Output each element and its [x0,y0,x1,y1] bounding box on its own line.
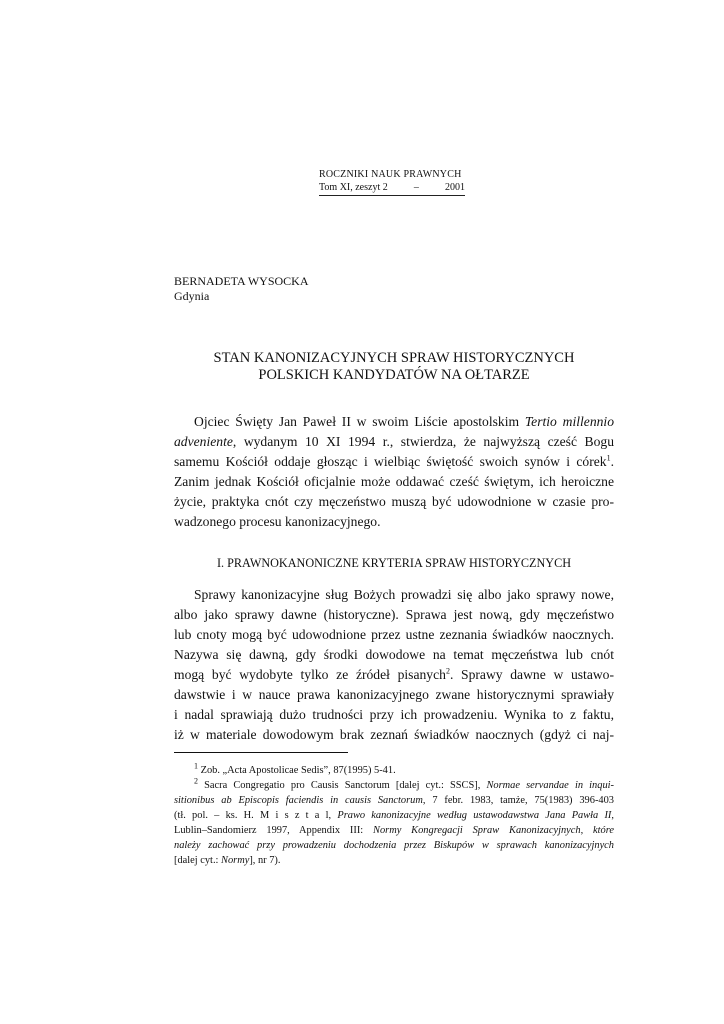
footnote-text: Sacra Congregatio pro Causis Sanctorum [dalej cyt.: SSCS], [198,780,487,791]
footnote-2-line [174,853,614,868]
footnote-text: Zob. „Acta Apostolicae Sedis”, 87(1995) 5-41. [198,765,396,776]
footnote-text: Lublin–Sandomierz 1997, Appendix III: [174,825,374,836]
footnote-2-line [174,823,614,838]
intro-italic: adveniente [174,434,233,449]
title-line-2: POLSKICH KANDYDATÓW NA OŁTARZE [258,367,530,383]
journal-name: ROCZNIKI NAUK PRAWNYCH [319,169,462,180]
intro-paragraph [174,412,614,532]
intro-italic: Tertio millennio [524,414,614,429]
intro-text: samemu Kościół oddaje głosząc i wielbiąc świętość swoich synów i córek [174,454,607,469]
title-line-1: STAN KANONIZACYJNYCH SPRAW HISTORYCZNYCH [213,350,575,366]
author-block [174,274,309,304]
article-title [174,350,614,384]
intro-line: Zanim jednak Kościół oficjalnie może oddawać cześć świętym, ich heroiczne [174,474,614,489]
footnotes [174,763,614,868]
footnote-italic: Normy [221,855,250,866]
footnote-text: , [611,810,615,821]
footnote-2-line [174,778,614,793]
intro-line: wadzonego procesu kanonizacyjnego. [174,514,381,529]
intro-text: , wydanym 10 XI 1994 r., stwierdza, że najwyższą cześć Bogu [232,434,614,449]
section-line: Sprawy kanonizacyjne sług Bożych prowadzi się albo jako sprawy nowe, [194,587,614,602]
footnote-1 [174,763,614,778]
footnote-ref: 1 [606,453,611,463]
author-city: Gdynia [174,289,210,303]
journal-issue [319,181,465,196]
intro-text: . [610,454,614,469]
footnote-italic: Normae servandae in inqui- [486,780,614,791]
footnote-number: 2 [194,776,198,786]
footnote-number: 1 [194,761,198,771]
footnote-2-line [174,808,614,823]
section-line: albo jako sprawy dawne (historyczne). Sprawa jest nową, gdy męczeństwo [174,607,614,622]
issue-year: 2001 [444,182,465,193]
section-line: dawstwie i w nauce prawa kanonizacyjnego zwane historycznymi sprawiały [174,687,614,702]
section-text: mogą być wydobyte tylko ze źródeł pisanych [174,667,446,682]
footnote-ref: 2 [445,666,450,676]
issue-volume: Tom XI, zeszyt 2 [319,182,388,193]
section-text: . Sprawy dawne w ustawo- [449,667,614,682]
footnote-italic: sitionibus ab Episcopis faciendis in causis Sanctorum [174,795,423,806]
author-name: BERNADETA WYSOCKA [174,274,309,288]
section-line: i nadal sprawiają dużo trudności przy ich prowadzeniu. Wynika to z faktu, [174,707,614,722]
journal-header [319,168,465,196]
section-line: iż w materiale dowodowym brak zeznań świadków naocznych (gdyż ci naj- [174,727,614,742]
footnote-text: (tł. pol. – ks. H. M i s z t a l, [174,810,338,821]
footnote-text: ], nr 7). [249,855,281,866]
section-paragraph [174,585,614,745]
footnote-italic: Prawo kanonizacyjne według ustawodawstwa Jana Pawła II [337,810,612,821]
intro-line: życie, praktyka cnót czy męczeństwo muszą być udowodnione w czasie pro- [174,494,614,509]
section-line: lub cnoty mogą być udowodnione przez ustne zeznania świadków naocznych. [174,627,614,642]
footnote-italic: należy zachować przy prowadzeniu dochodzenia przez Biskupów w sprawach kanonizacyjnych [174,840,614,851]
footnote-2-line [174,838,614,853]
footnote-italic: Normy Kongregacji Spraw Kanonizacyjnych, które [373,825,614,836]
section-line: Nazywa się dawną, gdy środki dowodowe na temat męczeństwa lub cnót [174,647,614,662]
section-line [174,665,614,685]
footnote-text: , 7 febr. 1983, tamże, 75(1983) 396-403 [422,795,614,806]
intro-line [174,432,614,452]
footnote-separator [174,752,348,753]
intro-text: Ojciec Święty Jan Paweł II w swoim Liście apostolskim [194,414,525,429]
issue-dash: – [413,182,419,193]
footnote-text: [dalej cyt.: [174,855,222,866]
section-heading: I. PRAWNOKANONICZNE KRYTERIA SPRAW HISTORYCZNYCH [216,556,572,570]
intro-line [174,412,614,432]
footnote-2-line [174,793,614,808]
intro-line [174,452,614,472]
